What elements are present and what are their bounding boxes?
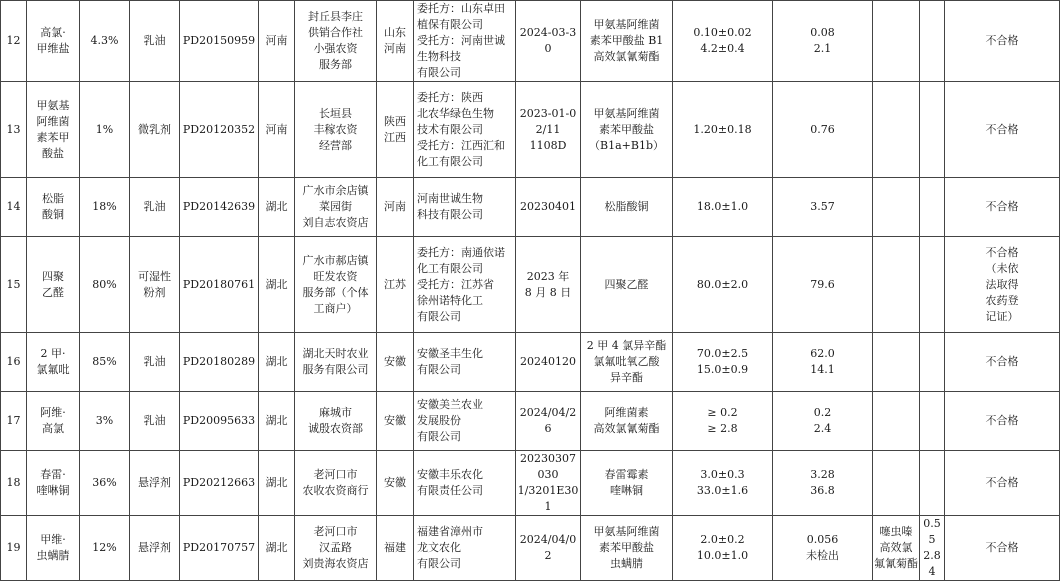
row-number-cell: 15 [1, 237, 27, 333]
undeclared-value-cell [920, 237, 945, 333]
sampled-store-cell: 老河口市 农收农资商行 [295, 451, 377, 516]
undeclared-ingredient-cell [873, 237, 920, 333]
manufacturer-province-cell: 河南 [377, 178, 414, 237]
sampling-province-cell: 河南 [259, 82, 295, 178]
formulation-cell: 乳油 [130, 392, 180, 451]
content-percent-cell: 3% [80, 392, 130, 451]
measured-value-cell: 3.28 36.8 [773, 451, 873, 516]
standard-value-cell: 70.0±2.5 15.0±0.9 [673, 333, 773, 392]
sampled-store-cell: 封丘县李庄 供销合作社 小强农资 服务部 [295, 1, 377, 82]
sampling-province-cell: 湖北 [259, 392, 295, 451]
table-row [1, 237, 1060, 333]
undeclared-value-cell [920, 333, 945, 392]
row-number-cell: 12 [1, 1, 27, 82]
sampling-province-cell: 湖北 [259, 178, 295, 237]
undeclared-value-cell [920, 178, 945, 237]
sampled-store-cell: 长垣县 丰稼农资 经营部 [295, 82, 377, 178]
active-ingredient-cell: 春雷霉素 喹啉铜 [581, 451, 673, 516]
table-row [1, 392, 1060, 451]
active-ingredient-cell: 四聚乙醛 [581, 237, 673, 333]
active-ingredient-cell: 松脂酸铜 [581, 178, 673, 237]
inspection-result-cell: 不合格 [945, 82, 1060, 178]
standard-value-cell: 1.20±0.18 [673, 82, 773, 178]
formulation-cell: 微乳剂 [130, 82, 180, 178]
content-percent-cell: 12% [80, 516, 130, 581]
table-row [1, 1, 1060, 82]
manufacturer-cell: 安徽圣丰生化 有限公司 [414, 333, 516, 392]
formulation-cell: 悬浮剂 [130, 451, 180, 516]
manufacturer-province-cell: 安徽 [377, 451, 414, 516]
manufacturer-cell: 委托方：山东卓田 植保有限公司 受托方：河南世诚 生物科技 有限公司 [414, 1, 516, 82]
active-ingredient-cell: 2 甲 4 氯异辛酯 氯氟吡氧乙酸 异辛酯 [581, 333, 673, 392]
undeclared-value-cell: 0.55 2.84 [920, 516, 945, 581]
content-percent-cell: 1% [80, 82, 130, 178]
registration-number-cell: PD20180289 [180, 333, 259, 392]
sampling-province-cell: 湖北 [259, 237, 295, 333]
measured-value-cell: 0.76 [773, 82, 873, 178]
undeclared-ingredient-cell [873, 392, 920, 451]
standard-value-cell: ≥ 0.2 ≥ 2.8 [673, 392, 773, 451]
manufacturer-cell: 安徽丰乐农化 有限责任公司 [414, 451, 516, 516]
sampling-province-cell: 湖北 [259, 451, 295, 516]
batch-number-cell: 20230401 [516, 178, 581, 237]
product-name-cell: 松脂 酸铜 [27, 178, 80, 237]
table-row [1, 333, 1060, 392]
undeclared-ingredient-cell [873, 82, 920, 178]
content-percent-cell: 4.3% [80, 1, 130, 82]
standard-value-cell: 2.0±0.2 10.0±1.0 [673, 516, 773, 581]
batch-number-cell: 2024/04/26 [516, 392, 581, 451]
standard-value-cell: 0.10±0.02 4.2±0.4 [673, 1, 773, 82]
standard-value-cell: 80.0±2.0 [673, 237, 773, 333]
sampled-store-cell: 麻城市 诚殷农资部 [295, 392, 377, 451]
registration-number-cell: PD20120352 [180, 82, 259, 178]
table-row [1, 451, 1060, 516]
undeclared-ingredient-cell [873, 333, 920, 392]
inspection-result-cell: 不合格 [945, 392, 1060, 451]
manufacturer-province-cell: 福建 [377, 516, 414, 581]
formulation-cell: 乳油 [130, 333, 180, 392]
formulation-cell: 悬浮剂 [130, 516, 180, 581]
product-name-cell: 甲氨基 阿维菌 素苯甲 酸盐 [27, 82, 80, 178]
row-number-cell: 18 [1, 451, 27, 516]
manufacturer-province-cell: 山东 河南 [377, 1, 414, 82]
product-name-cell: 2 甲· 氯氟吡 [27, 333, 80, 392]
manufacturer-province-cell: 江苏 [377, 237, 414, 333]
undeclared-value-cell [920, 451, 945, 516]
manufacturer-province-cell: 安徽 [377, 333, 414, 392]
content-percent-cell: 18% [80, 178, 130, 237]
registration-number-cell: PD20142639 [180, 178, 259, 237]
batch-number-cell: 2023-01-02/11 1108D [516, 82, 581, 178]
undeclared-ingredient-cell: 噻虫嗪 高效氯 氟氰菊酯 [873, 516, 920, 581]
measured-value-cell: 62.0 14.1 [773, 333, 873, 392]
row-number-cell: 13 [1, 82, 27, 178]
content-percent-cell: 80% [80, 237, 130, 333]
undeclared-ingredient-cell [873, 178, 920, 237]
sampled-store-cell: 广水市余店镇 菜园街 刘自志农资店 [295, 178, 377, 237]
formulation-cell: 乳油 [130, 178, 180, 237]
standard-value-cell: 3.0±0.3 33.0±1.6 [673, 451, 773, 516]
undeclared-value-cell [920, 1, 945, 82]
inspection-result-cell: 不合格 [945, 178, 1060, 237]
manufacturer-province-cell: 陕西 江西 [377, 82, 414, 178]
registration-number-cell: PD20170757 [180, 516, 259, 581]
product-name-cell: 甲维· 虫螨腈 [27, 516, 80, 581]
formulation-cell: 可湿性 粉剂 [130, 237, 180, 333]
registration-number-cell: PD20180761 [180, 237, 259, 333]
active-ingredient-cell: 甲氨基阿维菌 素苯甲酸盐 （B1a+B1b） [581, 82, 673, 178]
product-name-cell: 春雷· 喹啉铜 [27, 451, 80, 516]
product-name-cell: 四聚 乙醛 [27, 237, 80, 333]
undeclared-value-cell [920, 82, 945, 178]
undeclared-ingredient-cell [873, 451, 920, 516]
inspection-result-cell: 不合格 （未依 法取得 农药登 记证） [945, 237, 1060, 333]
registration-number-cell: PD20095633 [180, 392, 259, 451]
inspection-result-cell: 不合格 [945, 1, 1060, 82]
sampling-province-cell: 河南 [259, 1, 295, 82]
active-ingredient-cell: 阿维菌素 高效氯氰菊酯 [581, 392, 673, 451]
sampling-province-cell: 湖北 [259, 516, 295, 581]
active-ingredient-cell: 甲氨基阿维菌 素苯甲酸盐 虫螨腈 [581, 516, 673, 581]
sampled-store-cell: 老河口市 汉孟路 刘贵海农资店 [295, 516, 377, 581]
manufacturer-cell: 安徽美兰农业 发展股份 有限公司 [414, 392, 516, 451]
manufacturer-cell: 委托方：南通依诺 化工有限公司 受托方：江苏省 徐州诺特化工 有限公司 [414, 237, 516, 333]
sampled-store-cell: 广水市郝店镇 旺发农资 服务部（个体 工商户） [295, 237, 377, 333]
active-ingredient-cell: 甲氨基阿维菌 素苯甲酸盐 B1 高效氯氰菊酯 [581, 1, 673, 82]
registration-number-cell: PD20150959 [180, 1, 259, 82]
batch-number-cell: 20230307030 1/3201E301 [516, 451, 581, 516]
inspection-result-cell: 不合格 [945, 451, 1060, 516]
sampling-province-cell: 湖北 [259, 333, 295, 392]
measured-value-cell: 79.6 [773, 237, 873, 333]
sampled-store-cell: 湖北天时农业 服务有限公司 [295, 333, 377, 392]
inspection-result-cell: 不合格 [945, 516, 1060, 581]
inspection-result-cell: 不合格 [945, 333, 1060, 392]
row-number-cell: 14 [1, 178, 27, 237]
undeclared-ingredient-cell [873, 1, 920, 82]
batch-number-cell: 2024-03-30 [516, 1, 581, 82]
undeclared-value-cell [920, 392, 945, 451]
table-row [1, 178, 1060, 237]
batch-number-cell: 2023 年 8 月 8 日 [516, 237, 581, 333]
measured-value-cell: 0.08 2.1 [773, 1, 873, 82]
manufacturer-cell: 委托方：陕西 北农华绿色生物 技术有限公司 受托方：江西汇和 化工有限公司 [414, 82, 516, 178]
standard-value-cell: 18.0±1.0 [673, 178, 773, 237]
table-row [1, 516, 1060, 581]
measured-value-cell: 0.056 未检出 [773, 516, 873, 581]
manufacturer-cell: 福建省漳州市 龙文农化 有限公司 [414, 516, 516, 581]
measured-value-cell: 3.57 [773, 178, 873, 237]
manufacturer-cell: 河南世诚生物 科技有限公司 [414, 178, 516, 237]
product-name-cell: 阿维· 高氯 [27, 392, 80, 451]
manufacturer-province-cell: 安徽 [377, 392, 414, 451]
row-number-cell: 16 [1, 333, 27, 392]
content-percent-cell: 85% [80, 333, 130, 392]
product-name-cell: 高氯· 甲维盐 [27, 1, 80, 82]
registration-number-cell: PD20212663 [180, 451, 259, 516]
table-row [1, 82, 1060, 178]
batch-number-cell: 20240120 [516, 333, 581, 392]
formulation-cell: 乳油 [130, 1, 180, 82]
content-percent-cell: 36% [80, 451, 130, 516]
row-number-cell: 19 [1, 516, 27, 581]
row-number-cell: 17 [1, 392, 27, 451]
measured-value-cell: 0.2 2.4 [773, 392, 873, 451]
batch-number-cell: 2024/04/02 [516, 516, 581, 581]
